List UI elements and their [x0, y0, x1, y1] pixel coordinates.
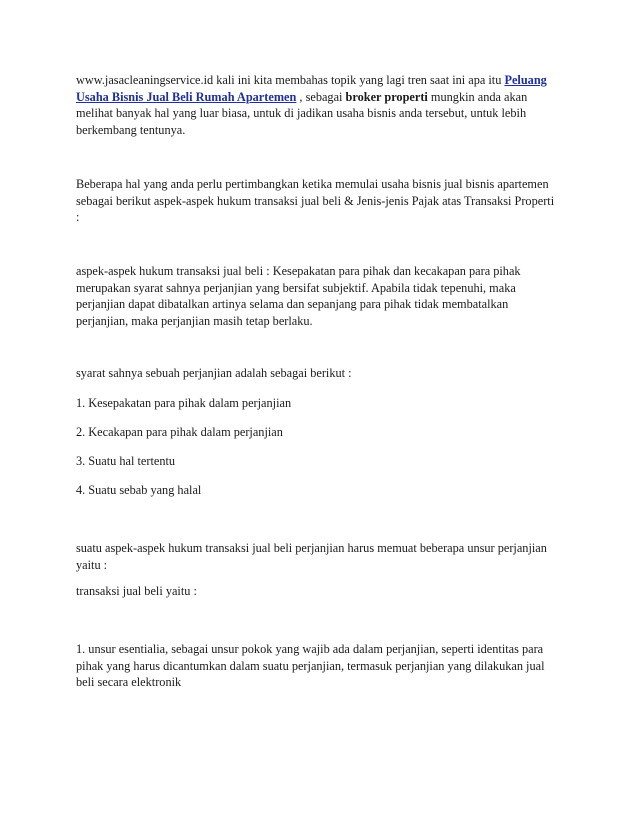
broker-properti-term: broker properti [345, 89, 428, 104]
intro-text-c3: berkembang tentunya. [76, 122, 186, 137]
para3-line4: perjanjian, maka perjanjian masih tetap berlaku. [76, 313, 313, 328]
para6-line2: pihak yang harus dicantumkan dalam suatu perjanjian, termasuk perjanjian yang dilakukan jual [76, 658, 545, 673]
intro-text-c2: melihat banyak hal yang luar biasa, untuk di jadikan usaha bisnis anda tersebut, untuk lebih [76, 106, 527, 120]
para3-line1: aspek-aspek hukum transaksi jual beli : Kesepakatan para pihak dan kecakapan para pihak [76, 264, 521, 278]
para5-line1: suatu aspek-aspek hukum transaksi jual beli perjanjian harus memuat beberapa unsur perjanjian [76, 541, 547, 555]
para3-line3: perjanjian dapat dibatalkan artinya selama dan sepanjang para pihak tidak membatalkan [76, 297, 509, 311]
list-item: 3. Suatu hal tertentu [76, 454, 176, 468]
list-item: 1. Kesepakatan para pihak dalam perjanjian [76, 396, 292, 410]
peluang-link[interactable]: Peluang [504, 73, 547, 87]
para6-line1: 1. unsur esentialia, sebagai unsur pokok yang wajib ada dalam perjanjian, seperti identitas para [76, 642, 544, 656]
considerations-paragraph [76, 176, 568, 226]
para2-line3: : [76, 210, 80, 224]
usaha-bisnis-link[interactable]: Usaha Bisnis Jual Beli Rumah Apartemen [76, 89, 297, 104]
intro-text-a: www.jasacleaningservice.id kali ini kita membahas topik yang lagi tren saat ini apa itu [76, 73, 505, 87]
transaction-heading: transaksi jual beli yaitu : [76, 584, 197, 598]
elements-paragraph [76, 540, 568, 573]
para5-line2: yaitu : [76, 557, 108, 572]
para2-line2: sebagai berikut aspek-aspek hukum transaksi jual beli & Jenis-jenis Pajak atas Transaksi Properti [76, 193, 555, 208]
intro-text-c1: mungkin anda akan [427, 89, 528, 104]
requirements-intro: syarat sahnya sebuah perjanjian adalah sebagai berikut : [76, 366, 352, 380]
intro-text-b: , sebagai [296, 89, 346, 104]
essentialia-paragraph [76, 641, 568, 691]
para3-line2: merupakan syarat sahnya perjanjian yang bersifat subjektif. Apabila tidak tepenuhi, maka [76, 280, 516, 295]
list-item: 4. Suatu sebab yang halal [76, 483, 202, 497]
list-item: 2. Kecakapan para pihak dalam perjanjian [76, 425, 283, 439]
legal-aspects-paragraph [76, 263, 568, 329]
para6-line3: beli secara elektronik [76, 675, 182, 689]
para2-line1: Beberapa hal yang anda perlu pertimbangkan ketika memulai usaha bisnis jual bisnis apartemen [76, 177, 549, 191]
intro-paragraph [76, 72, 568, 138]
